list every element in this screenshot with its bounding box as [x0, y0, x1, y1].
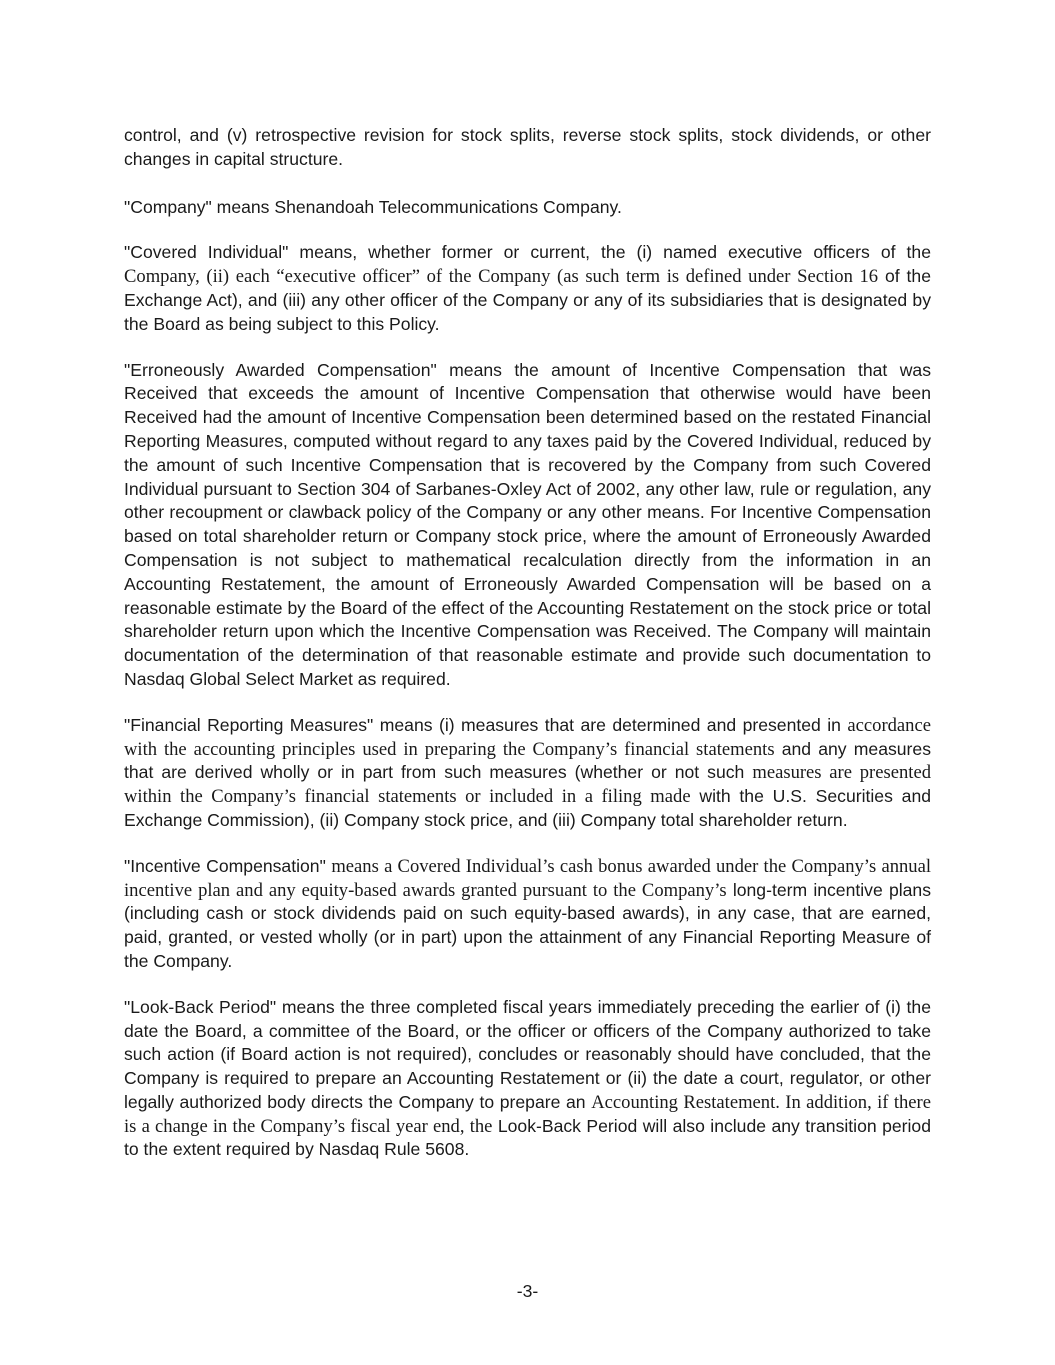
look-back-text-b: Accounting Restatement. In addition, if there is a change in the Company’s fiscal year end, the: [124, 1091, 932, 1137]
financial-reporting-text-d: measures are presented within the Company’s financial statements or included in a filing made: [124, 762, 932, 808]
page-number: -3-: [516, 1281, 539, 1301]
paragraph-covered-individual: [124, 241, 931, 336]
document-page: [124, 124, 931, 1184]
paragraph-erroneously-awarded-compensation: "Erroneously Awarded Compensation" means the amount of Incentive Compensation that was Received that exceeds the amount of Incentive Compensation that otherwise would have been Received had the amount of Incentive Compensation been determined based on the restated Financial Reporting Measures, computed without regard to any taxes paid by the Covered Individual, reduced by the amount of such Incentive Compensation that is recovered by the Company from such Covered Individual pursuant to Section 304 of Sarbanes-Oxley Act of 2002, any other law, rule or regulation, any other recoupment or clawback policy of the Company or any other means. For Incentive Compensation based on total shareholder return or Company stock price, where the amount of Erroneously Awarded Compensation is not subject to mathematical recalculation directly from the information in an Accounting Restatement, the amount of Erroneously Awarded Compensation will be based on a reasonable estimate by the Board of the effect of the Accounting Restatement on the stock price or total shareholder return upon which the Incentive Compensation was Received. The Company will maintain documentation of the determination of that reasonable estimate and provide such documentation to Nasdaq Global Select Market as required.: [124, 359, 931, 689]
financial-reporting-text-e: with the U.S. Securities and Exchange Commission), (ii) Company stock price, and (iii) Company total shareholder return.: [124, 786, 932, 830]
incentive-compensation-text-c: long-term incentive plans (including cash or stock dividends paid on such equity-based awards), in any case, that are earned, paid, granted, or vested wholly (or in part) upon the attainment of any Financial Reporting Measure of the Company.: [124, 879, 932, 971]
paragraph-look-back-period: [124, 996, 931, 1163]
paragraph-incentive-compensation: [124, 855, 931, 974]
incentive-compensation-text-b: means a Covered Individual’s cash bonus awarded under the Company’s annual incentive plan and any equity-based awards granted pursuant to the Company’s: [124, 855, 932, 901]
paragraph-capital-structure: control, and (v) retrospective revision for stock splits, reverse stock splits, stock dividends, or other changes in capital structure.: [124, 125, 931, 169]
covered-individual-text-b: Company, (ii) each “executive officer” of the Company (as such term is defined under Section 16: [124, 266, 879, 288]
look-back-text-c: Look-Back Period will also include any transition period to the extent required by Nasdaq Rule 5608.: [124, 1115, 932, 1160]
incentive-compensation-term: "Incentive Compensation": [124, 855, 326, 876]
covered-individual-text-c: of the Exchange Act), and (iii) any other officer of the Company or any of its subsidiaries that is designated by the Board as being subject to this Policy.: [124, 266, 931, 334]
financial-reporting-text-a: "Financial Reporting Measures" means (i) measures that are determined and presented in: [124, 714, 841, 735]
financial-reporting-text-b: accordance with the accounting principles used in preparing the Company’s financial statements: [124, 714, 931, 760]
covered-individual-text-a: "Covered Individual" means, whether former or current, the (i) named executive officers of the: [124, 242, 931, 263]
look-back-text-a: "Look-Back Period" means the three completed fiscal years immediately preceding the earlier of (i) the date the Board, a committee of the Board, or the officer or officers of the Company authorized to take such action (if Board action is not required), concludes or reasonably should have concluded, that the Company is required to prepare an Accounting Restatement or (ii) the date a court, regulator, or other legally authorized body directs the Company to prepare an: [124, 996, 931, 1112]
paragraph-financial-reporting-measures: [124, 714, 931, 833]
financial-reporting-text-c: and any measures that are derived wholly or in part from such measures (whether or not such: [124, 738, 931, 783]
paragraph-company-definition: "Company" means Shenandoah Telecommunications Company.: [124, 196, 622, 217]
